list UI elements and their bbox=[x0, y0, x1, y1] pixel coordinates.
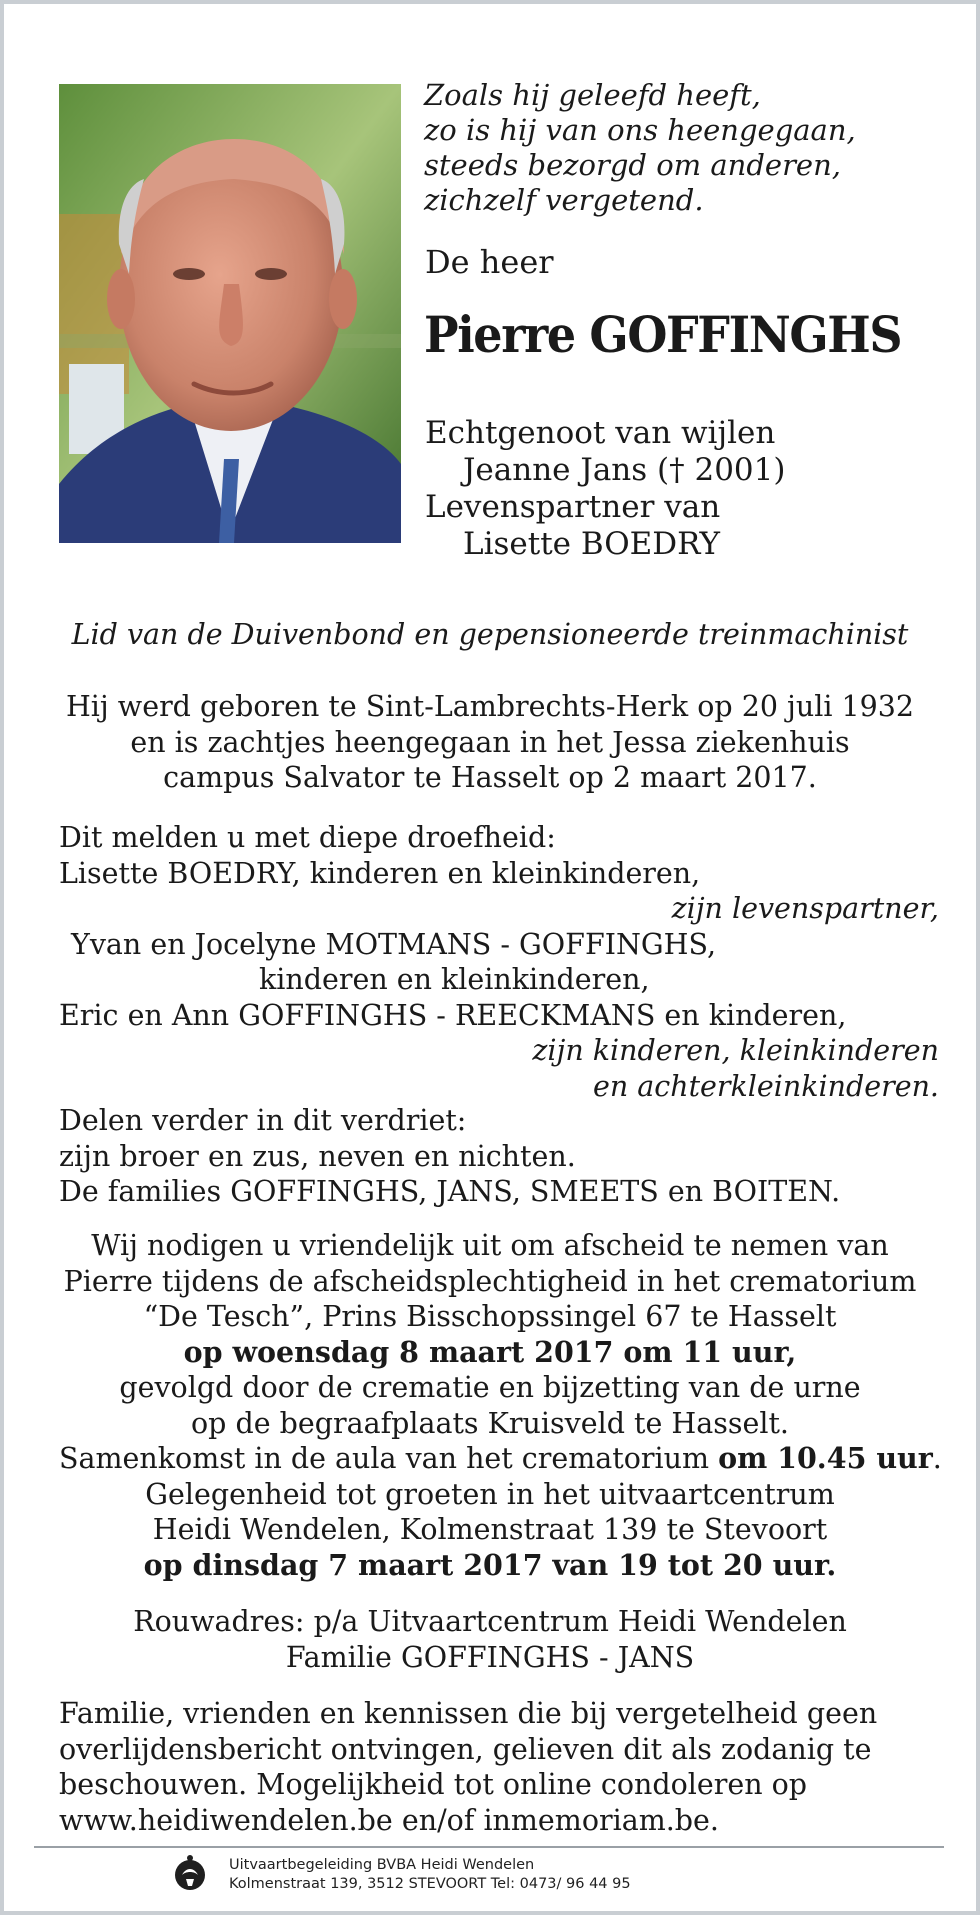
shared-grief bbox=[59, 1103, 939, 1210]
announce-line: kinderen en kleinkinderen, bbox=[259, 963, 650, 996]
footer-line: Kolmenstraat 139, 3512 STEVOORT Tel: 0473/ 96 44 95 bbox=[229, 1876, 631, 1892]
closing-line: beschouwen. Mogelijkheid tot online condoleren op bbox=[59, 1768, 808, 1801]
share-line: Delen verder in dit verdriet: bbox=[59, 1104, 467, 1137]
birth-line: Hij werd geboren te Sint-Lambrechts-Herk op 20 juli 1932 bbox=[65, 690, 915, 723]
invite-line: Heidi Wendelen, Kolmenstraat 139 te Stevoort bbox=[152, 1513, 828, 1546]
gathering-time: om 10.45 uur bbox=[718, 1441, 933, 1475]
announce-role: zijn levenspartner, bbox=[671, 892, 939, 925]
gathering-line bbox=[59, 1441, 942, 1477]
spouse-line: Levenspartner van bbox=[425, 489, 721, 525]
share-line: De families GOFFINGHS, JANS, SMEETS en BOITEN. bbox=[59, 1175, 841, 1208]
ceremony-invitation bbox=[59, 1228, 942, 1583]
address-line: Rouwadres: p/a Uitvaartcentrum Heidi Wendelen bbox=[133, 1605, 847, 1638]
birth-text bbox=[59, 689, 921, 796]
poem bbox=[424, 78, 856, 218]
poem-line: zichzelf vergetend. bbox=[424, 183, 704, 217]
gathering-text: Samenkomst in de aula van het crematorium bbox=[59, 1442, 719, 1475]
closing-line: Familie, vrienden en kennissen die bij vergetelheid geen bbox=[59, 1697, 878, 1730]
portrait-photo bbox=[59, 84, 401, 543]
poem-line: zo is hij van ons heengegaan, bbox=[424, 113, 856, 147]
address-line: Familie GOFFINGHS - JANS bbox=[285, 1640, 695, 1674]
mourning-address bbox=[59, 1604, 921, 1675]
footer-line: Uitvaartbegeleiding BVBA Heidi Wendelen bbox=[229, 1857, 535, 1873]
announce-line: Dit melden u met diepe droefheid: bbox=[59, 821, 556, 854]
announce-role: en achterkleinkinderen. bbox=[592, 1069, 939, 1103]
footer-divider bbox=[34, 1846, 944, 1848]
spouse-line: Echtgenoot van wijlen bbox=[425, 415, 776, 451]
announce-line: Eric en Ann GOFFINGHS - REECKMANS en kinderen, bbox=[59, 998, 847, 1032]
announcement bbox=[59, 820, 939, 1104]
birth-line: en is zachtjes heengegaan in het Jessa ziekenhuis bbox=[130, 725, 850, 759]
closing-note bbox=[59, 1696, 939, 1838]
announce-role: zijn kinderen, kleinkinderen bbox=[532, 1034, 939, 1067]
gathering-period: . bbox=[932, 1442, 942, 1475]
funeral-home-footer bbox=[229, 1856, 631, 1894]
announce-line: Yvan en Jocelyne MOTMANS - GOFFINGHS, bbox=[71, 927, 717, 961]
announce-line: Lisette BOEDRY, kinderen en kleinkinderen, bbox=[59, 856, 701, 890]
invite-line: “De Tesch”, Prins Bisschopssingel 67 te Hasselt bbox=[143, 1300, 837, 1333]
invite-line: Gelegenheid tot groeten in het uitvaartcentrum bbox=[145, 1477, 835, 1511]
birth-line: campus Salvator te Hasselt op 2 maart 2017. bbox=[163, 761, 817, 794]
occupation: Lid van de Duivenbond en gepensioneerde treinmachinist bbox=[71, 618, 909, 651]
invite-line: Pierre tijdens de afscheidsplechtigheid in het crematorium bbox=[63, 1264, 917, 1298]
deceased-name: Pierre GOFFINGHS bbox=[424, 305, 902, 364]
poem-line: steeds bezorgd om anderen, bbox=[424, 148, 841, 182]
closing-link[interactable]: www.heidiwendelen.be en/of inmemoriam.be. bbox=[59, 1803, 719, 1837]
funeral-home-logo-icon bbox=[172, 1853, 208, 1893]
spouse-info bbox=[425, 415, 785, 563]
spouse-line: Lisette BOEDRY bbox=[463, 526, 720, 562]
poem-line: Zoals hij geleefd heeft, bbox=[424, 78, 761, 112]
visitation-date: op dinsdag 7 maart 2017 van 19 tot 20 uur. bbox=[143, 1547, 837, 1582]
invite-line: Wij nodigen u vriendelijk uit om afscheid te nemen van bbox=[91, 1229, 889, 1262]
invite-line: op de begraafplaats Kruisveld te Hasselt. bbox=[191, 1406, 789, 1440]
invite-line: gevolgd door de crematie en bijzetting van de urne bbox=[119, 1371, 861, 1404]
ceremony-date: op woensdag 8 maart 2017 om 11 uur, bbox=[183, 1334, 797, 1369]
spouse-line: Jeanne Jans († 2001) bbox=[463, 452, 786, 488]
closing-line: overlijdensbericht ontvingen, gelieven dit als zodanig te bbox=[59, 1732, 872, 1766]
title-prefix: De heer bbox=[425, 243, 554, 281]
share-line: zijn broer en zus, neven en nichten. bbox=[59, 1139, 576, 1173]
